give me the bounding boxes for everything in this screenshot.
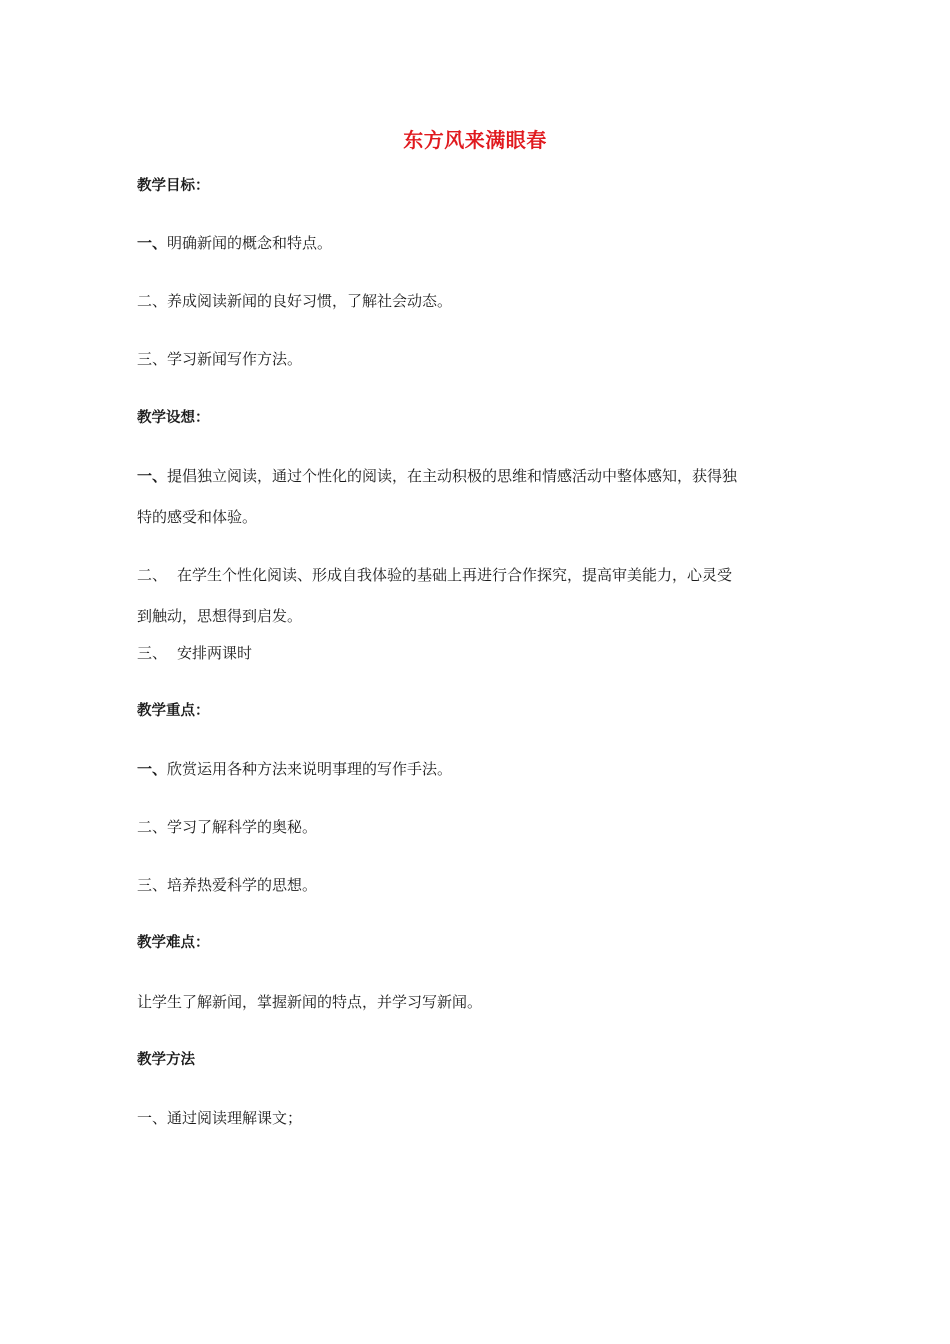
objective-text: 养成阅读新闻的良好习惯，了解社会动态。: [167, 292, 453, 310]
concept-heading: 教学设想：: [137, 410, 210, 426]
concept-item-1-line1: [137, 466, 817, 486]
key-point-item-2: [137, 817, 817, 837]
key-points-heading: 教学重点：: [137, 703, 210, 719]
concept-item-2-line1: [137, 565, 817, 585]
list-marker: 一、: [137, 467, 168, 485]
document-title: 东方风来满眼春: [403, 128, 547, 152]
list-marker: 三、: [137, 876, 168, 894]
list-marker: 三、: [137, 644, 168, 662]
concept-item-3: [137, 643, 817, 663]
list-marker: 一、: [137, 760, 168, 778]
list-marker: 一、: [137, 234, 168, 252]
key-point-text: 培养热爱科学的思想。: [167, 876, 318, 894]
concept-text: 在学生个性化阅读、形成自我体验的基础上再进行合作探究，提高审美能力，心灵受: [177, 566, 733, 584]
concept-text: 提倡独立阅读，通过个性化的阅读，在主动积极的思维和情感活动中整体感知，获得独: [167, 467, 738, 485]
objective-item-3: [137, 349, 817, 369]
key-point-item-3: [137, 875, 817, 895]
key-point-text: 欣赏运用各种方法来说明事理的写作手法。: [167, 760, 453, 778]
list-marker: 二、: [137, 566, 168, 584]
difficulties-text: 让学生了解新闻，掌握新闻的特点，并学习写新闻。: [137, 993, 483, 1011]
difficulties-heading: 教学难点：: [137, 935, 210, 951]
objective-item-1: [137, 233, 817, 253]
method-item-1: [137, 1108, 817, 1128]
key-point-item-1: [137, 759, 817, 779]
list-marker: 一、: [137, 1109, 168, 1127]
list-marker: 二、: [137, 292, 168, 310]
concept-item-1-line2: 特的感受和体验。: [137, 508, 258, 526]
objective-item-2: [137, 291, 817, 311]
list-marker: 三、: [137, 350, 168, 368]
list-marker: 二、: [137, 818, 168, 836]
concept-item-2-line2: 到触动，思想得到启发。: [137, 607, 303, 625]
concept-text: 安排两课时: [177, 644, 253, 662]
objective-text: 明确新闻的概念和特点。: [167, 234, 333, 252]
methods-heading: 教学方法: [137, 1052, 195, 1068]
objective-text: 学习新闻写作方法。: [167, 350, 303, 368]
key-point-text: 学习了解科学的奥秘。: [167, 818, 318, 836]
objectives-heading: 教学目标：: [137, 178, 210, 194]
method-text: 通过阅读理解课文；: [167, 1109, 303, 1127]
